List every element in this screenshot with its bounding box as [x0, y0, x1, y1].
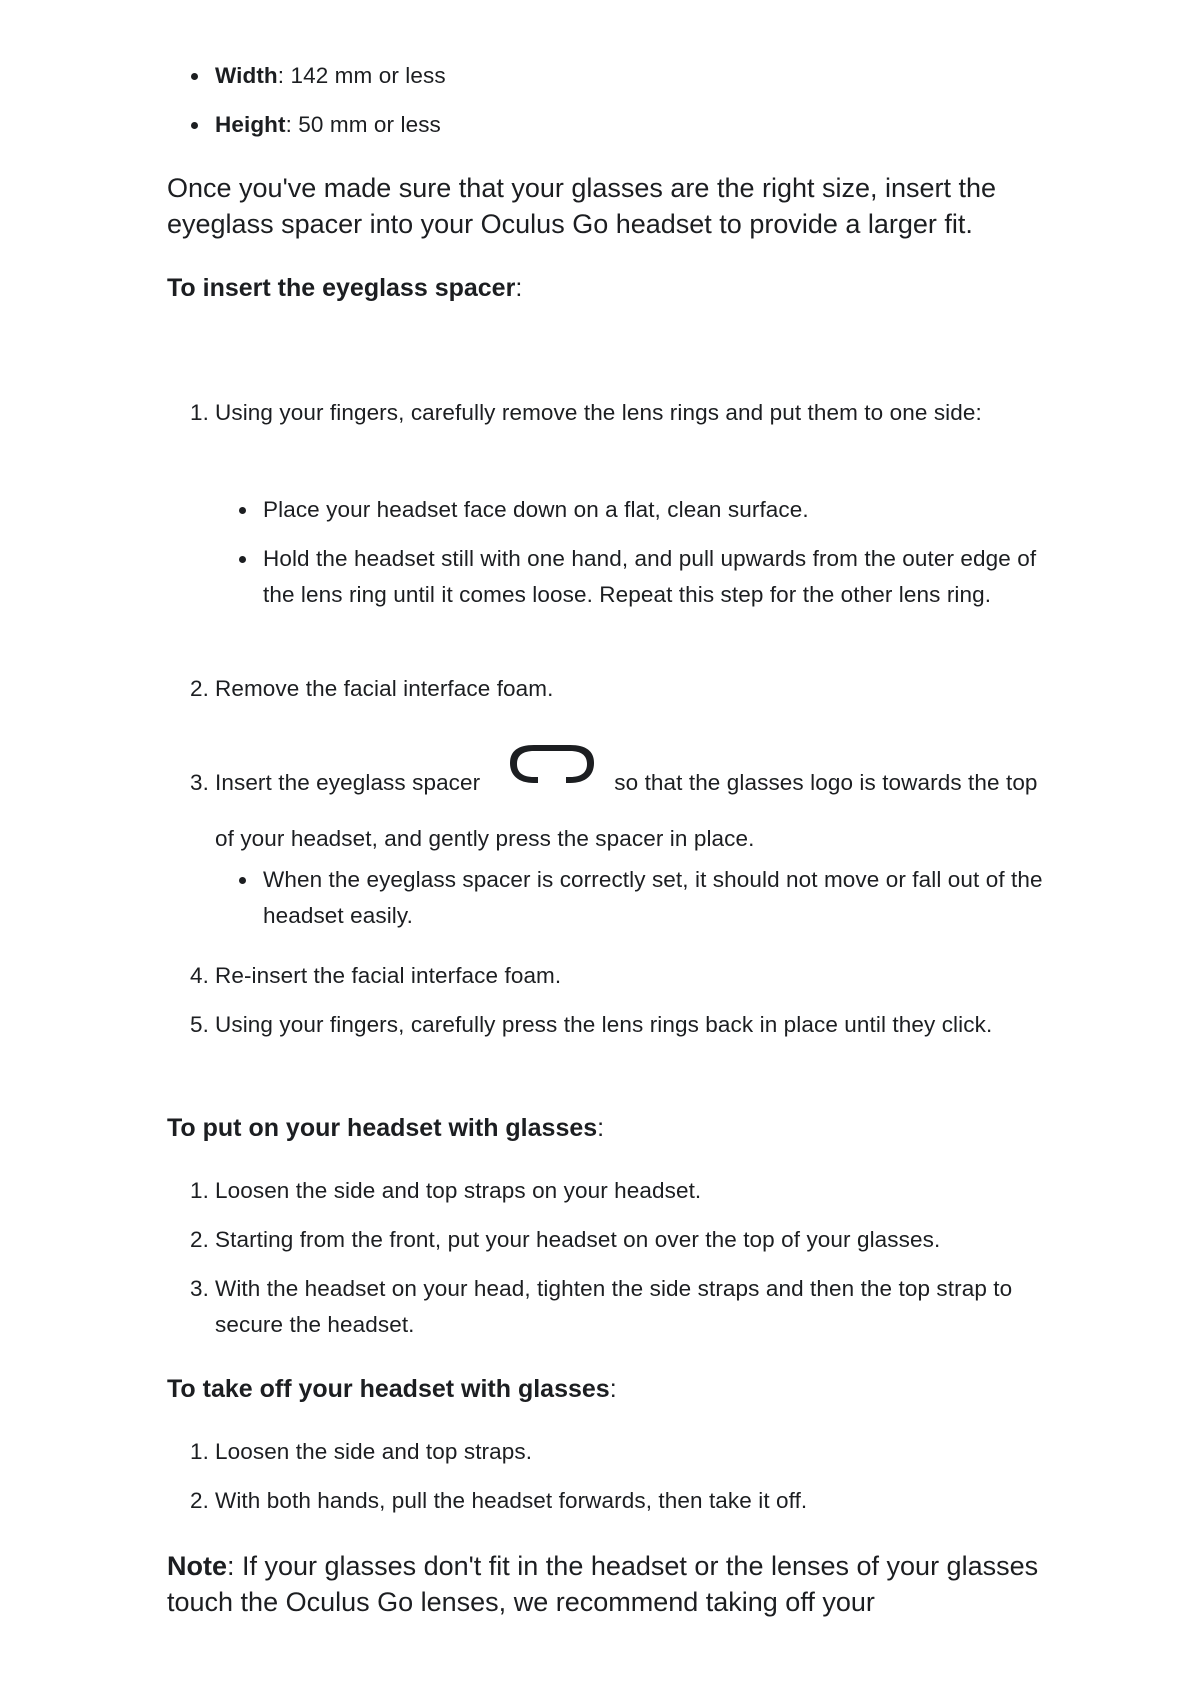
step-text: Remove the facial interface foam.	[215, 676, 554, 701]
list-item	[167, 58, 1047, 94]
insert-step-1-sub-1	[215, 492, 1047, 528]
step-number: 2.	[190, 676, 209, 701]
step-number: 5.	[190, 1012, 209, 1037]
step-text: Loosen the side and top straps.	[215, 1439, 533, 1464]
bullet	[239, 556, 246, 563]
sub-step-text: Place your headset face down on a flat, clean surface.	[263, 497, 809, 522]
step-number: 2.	[190, 1227, 209, 1252]
step-number: 2.	[190, 1488, 209, 1513]
insert-step-3	[167, 765, 1047, 857]
put-on-heading	[167, 1110, 1047, 1146]
sub-step-text: When the eyeglass spacer is correctly set, it should not move or fall out of the headset easily.	[263, 867, 1043, 928]
step-number: 4.	[190, 963, 209, 988]
step-number: 3.	[190, 770, 209, 795]
size-value: : 50 mm or less	[285, 112, 441, 137]
intro-paragraph: Once you've made sure that your glasses are the right size, insert the eyeglass spacer into your Oculus Go headset to provide a larger fit.	[167, 173, 997, 239]
bullet	[191, 122, 198, 129]
heading-colon: :	[515, 274, 523, 302]
bullet	[239, 507, 246, 514]
step-text: Starting from the front, put your headset on over the top of your glasses.	[215, 1227, 941, 1252]
size-label: Height	[215, 112, 286, 137]
step-text: With the headset on your head, tighten the side straps and then the top strap to secure the headset.	[215, 1276, 1013, 1337]
insert-step-1	[167, 395, 1027, 431]
take-off-heading	[167, 1371, 1047, 1407]
size-list	[167, 58, 1047, 94]
step-text: Using your fingers, carefully remove the lens rings and put them to one side:	[215, 400, 982, 425]
insert-heading	[167, 270, 1047, 306]
heading-colon: :	[609, 1375, 617, 1403]
insert-step-5	[167, 1007, 1027, 1043]
heading-colon: :	[597, 1114, 605, 1142]
step-text: Re-insert the facial interface foam.	[215, 963, 562, 988]
note-paragraph	[167, 1548, 1047, 1620]
put-on-step-3	[167, 1271, 1027, 1343]
bullet	[191, 73, 198, 80]
insert-step-2	[167, 671, 1047, 707]
insert-heading-text: To insert the eyeglass spacer	[167, 274, 516, 302]
step-text: Loosen the side and top straps on your headset.	[215, 1178, 702, 1203]
step-text-after: so that the glasses logo is towards the top of your headset, and gently press the spacer in place.	[215, 770, 1038, 851]
insert-step-4	[167, 958, 1047, 994]
take-off-step-2	[167, 1483, 1047, 1519]
take-off-step-1	[167, 1434, 1047, 1470]
bullet	[239, 877, 246, 884]
list-item	[167, 107, 1047, 143]
insert-step-3-sub-1	[215, 862, 1047, 934]
step-text: Using your fingers, carefully press the lens rings back in place until they click.	[215, 1012, 993, 1037]
note-text: : If your glasses don't fit in the headset or the lenses of your glasses touch the Oculus Go lenses, we recommend taking off your	[167, 1551, 1039, 1617]
sub-step-text: Hold the headset still with one hand, and pull upwards from the outer edge of the lens ring until it comes loose. Repeat this step for the other lens ring.	[263, 546, 1037, 607]
step-number: 1.	[190, 1439, 209, 1464]
step-text: With both hands, pull the headset forwards, then take it off.	[215, 1488, 808, 1513]
size-list	[167, 107, 1047, 143]
size-label: Width	[215, 63, 278, 88]
note-label: Note	[167, 1551, 227, 1581]
step-number: 1.	[190, 400, 209, 425]
size-value: : 142 mm or less	[277, 63, 446, 88]
put-on-step-1	[167, 1173, 1047, 1209]
step-number: 3.	[190, 1276, 209, 1301]
insert-step-1-sub-2	[215, 541, 1047, 613]
step-text-before: Insert the eyeglass spacer	[215, 770, 481, 795]
put-on-step-2	[167, 1222, 1047, 1258]
eyeglass-spacer-icon	[504, 737, 600, 793]
take-off-heading-text: To take off your headset with glasses	[167, 1375, 610, 1403]
put-on-heading-text: To put on your headset with glasses	[167, 1114, 598, 1142]
step-number: 1.	[190, 1178, 209, 1203]
